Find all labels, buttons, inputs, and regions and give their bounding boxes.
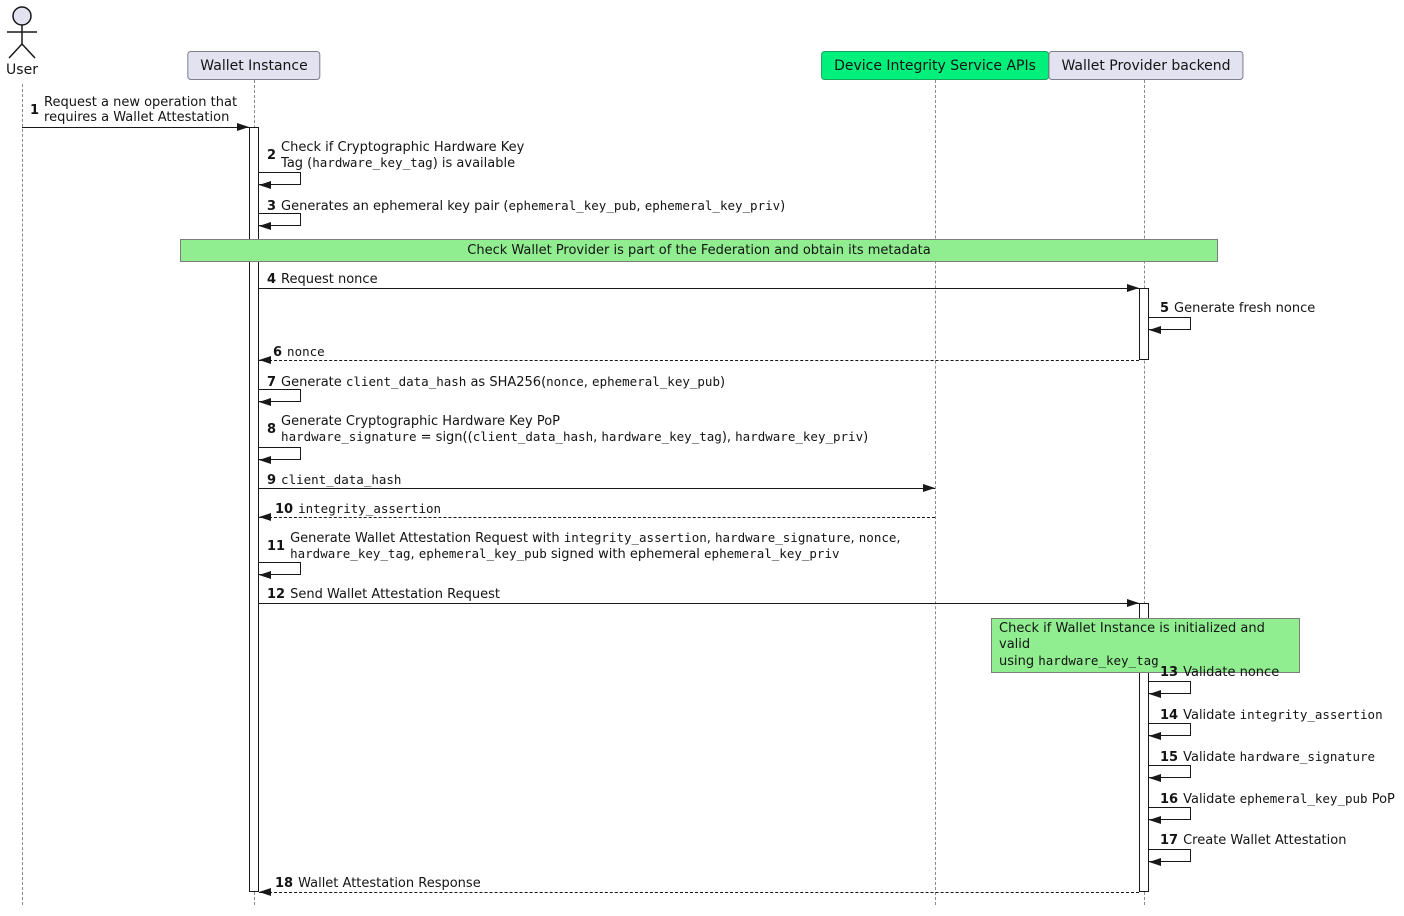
arrowhead-icon <box>259 888 271 896</box>
message-18-label <box>275 876 481 891</box>
message-8-label <box>267 414 868 445</box>
message-text-line: Check if Wallet Instance is initialized and valid <box>999 621 1265 652</box>
return-message-line <box>259 892 1139 893</box>
message-number: 3 <box>267 198 277 214</box>
message-text-line: Tag (hardware_key_tag) is available <box>281 155 516 171</box>
message-number: 1 <box>30 102 40 118</box>
message-text-line: Wallet Attestation Response <box>298 876 481 891</box>
lifeline-user <box>22 84 23 905</box>
message-number: 13 <box>1160 665 1179 680</box>
user-actor-icon <box>2 4 42 60</box>
message-11-label <box>267 530 901 562</box>
message-number: 10 <box>275 501 294 517</box>
message-text-line: Generate Wallet Attestation Request with integrity_assertion, hardware_signature, nonce, <box>290 530 901 546</box>
message-text-line: Check if Cryptographic Hardware Key <box>281 140 525 155</box>
message-number: 15 <box>1160 749 1179 765</box>
message-text-line: Validate hardware_signature <box>1183 749 1376 765</box>
message-15-label <box>1160 749 1375 765</box>
arrowhead-icon <box>1149 690 1161 698</box>
message-text-line: client_data_hash <box>281 472 402 487</box>
message-text-line: Generate fresh nonce <box>1174 301 1316 316</box>
message-number: 18 <box>275 876 294 891</box>
message-number: 4 <box>267 272 277 287</box>
arrowhead-icon <box>1149 858 1161 866</box>
message-number: 14 <box>1160 707 1179 723</box>
message-text-line: Validate nonce <box>1183 665 1280 680</box>
arrowhead-icon <box>259 398 271 406</box>
message-number: 8 <box>267 422 277 437</box>
message-4-label <box>267 272 378 287</box>
message-line <box>259 288 1139 289</box>
arrowhead-icon <box>237 123 249 131</box>
message-line <box>259 603 1139 604</box>
arrowhead-icon <box>259 222 271 230</box>
message-number: 7 <box>267 374 277 390</box>
message-text-line: requires a Wallet Attestation <box>44 110 230 125</box>
message-17-label <box>1160 833 1346 848</box>
arrowhead-icon <box>1149 326 1161 334</box>
arrowhead-icon <box>259 571 271 579</box>
message-3-label <box>267 198 785 214</box>
arrowhead-icon <box>1149 774 1161 782</box>
message-14-label <box>1160 707 1383 723</box>
message-text-line: Request nonce <box>281 272 378 287</box>
message-1-label <box>30 95 237 125</box>
message-number: 2 <box>267 148 277 163</box>
message-number: 5 <box>1160 301 1170 316</box>
message-13-label <box>1160 665 1279 680</box>
message-text-line: Send Wallet Attestation Request <box>290 587 500 602</box>
arrowhead-icon <box>1149 732 1161 740</box>
message-number: 12 <box>267 587 286 602</box>
message-16-label <box>1160 791 1395 807</box>
message-text-line: Create Wallet Attestation <box>1183 833 1347 848</box>
arrowhead-icon <box>1127 284 1139 292</box>
message-6-label <box>273 344 325 360</box>
message-number: 17 <box>1160 833 1179 848</box>
participant-wallet-instance: Wallet Instance <box>187 51 320 80</box>
arrowhead-icon <box>1149 816 1161 824</box>
lifeline-device-integrity <box>935 80 936 905</box>
message-text-line: integrity_assertion <box>298 501 442 516</box>
arrowhead-icon <box>259 456 271 464</box>
message-text-line: Generate client_data_hash as SHA256(nonce, ephemeral_key_pub) <box>281 374 726 390</box>
actor-label-user: User <box>6 62 38 78</box>
message-text-line: hardware_key_tag, ephemeral_key_pub signed with ephemeral ephemeral_key_priv <box>290 546 840 562</box>
message-number: 6 <box>273 344 283 360</box>
message-number: 16 <box>1160 791 1179 807</box>
activation-bar-wallet-provider-1 <box>1139 288 1149 360</box>
message-number: 9 <box>267 472 277 488</box>
message-line <box>259 488 935 489</box>
message-text-line: nonce <box>287 344 325 359</box>
message-10-label <box>275 501 441 517</box>
message-text-line: hardware_signature = sign((client_data_hash, hardware_key_tag), hardware_key_priv) <box>281 429 869 445</box>
message-text-line: Validate ephemeral_key_pub PoP <box>1183 791 1395 807</box>
message-text-line: Validate integrity_assertion <box>1183 707 1383 723</box>
message-2-label <box>267 140 524 171</box>
arrowhead-icon <box>259 181 271 189</box>
arrowhead-icon <box>1127 599 1139 607</box>
message-12-label <box>267 587 500 602</box>
message-5-label <box>1160 301 1315 316</box>
federation-check-banner: Check Wallet Provider is part of the Federation and obtain its metadata <box>180 239 1218 262</box>
return-message-line <box>259 517 935 518</box>
message-7-label <box>267 374 725 390</box>
participant-device-integrity-service-apis: Device Integrity Service APIs <box>821 51 1049 80</box>
participant-wallet-provider-backend: Wallet Provider backend <box>1048 51 1243 80</box>
arrowhead-icon <box>259 513 271 521</box>
message-text-line: Request a new operation that <box>44 95 238 110</box>
return-message-line <box>259 360 1139 361</box>
message-text-line: using hardware_key_tag <box>999 653 1159 669</box>
message-number: 11 <box>267 538 286 554</box>
arrowhead-icon <box>923 484 935 492</box>
arrowhead-icon <box>259 356 271 364</box>
message-text-line: Generate Cryptographic Hardware Key PoP <box>281 414 561 429</box>
message-line <box>22 127 249 128</box>
message-9-label <box>267 472 401 488</box>
message-text-line: Generates an ephemeral key pair (ephemeral_key_pub, ephemeral_key_priv) <box>281 198 786 214</box>
